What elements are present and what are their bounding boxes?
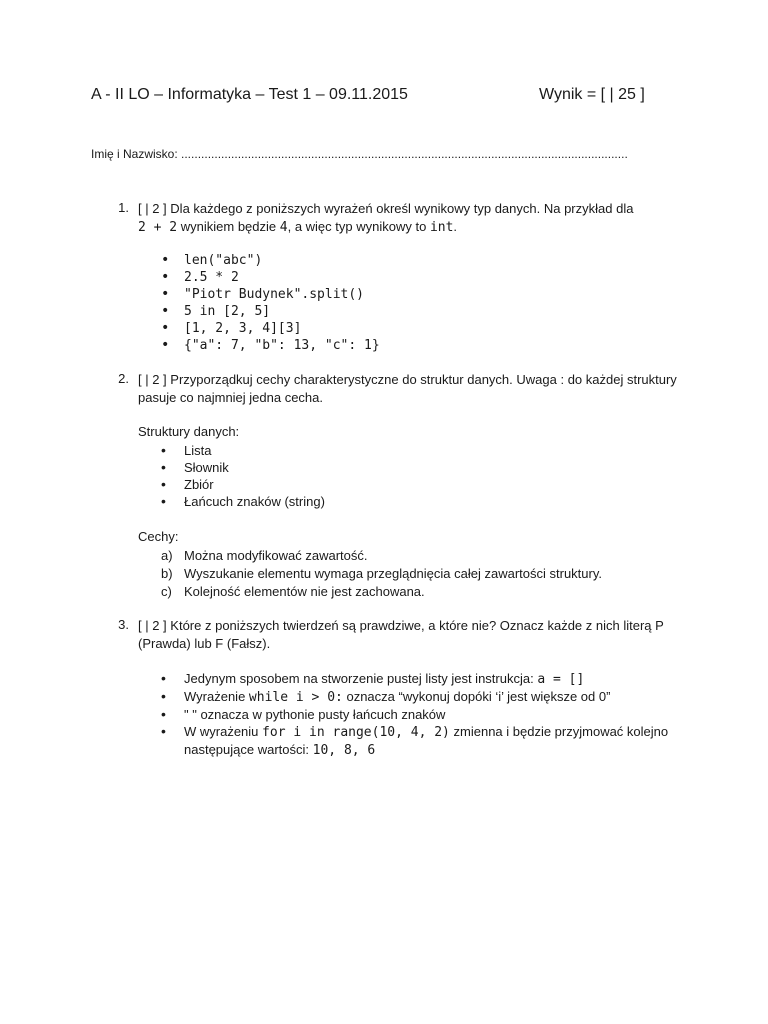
list-item: [161, 706, 668, 723]
item-text: Wyszukanie elementu wymaga przeglądnięcia całej zawartości struktury.: [184, 566, 602, 581]
student-name-field: Imię i Nazwisko: ......................................................................................................................................: [91, 147, 628, 161]
statement-text: W wyrażeniu: [184, 724, 259, 739]
item-text: Można modyfikować zawartość.: [184, 548, 368, 563]
score-box: Wynik = [ | 25 ]: [539, 86, 645, 103]
question-text-part: Przyporządkuj cechy charakterystyczne do struktur danych. Uwaga : do każdej struktury pasuje co najmniej jedna cecha.: [138, 372, 677, 405]
list-item: • {"a": 7, "b": 13, "c": 1}: [161, 337, 380, 354]
statement-text: Jedynym sposobem na stworzenie pustej listy jest instrukcja:: [184, 671, 534, 686]
question-points: [ | 2 ]: [138, 618, 167, 633]
example-expression: 2 + 2: [138, 220, 178, 235]
example-type: int: [429, 220, 454, 235]
statement-code: while i > 0:: [248, 690, 343, 705]
statement-code: for i in range(10, 4, 2): [262, 725, 450, 740]
list-item: [161, 583, 602, 601]
list-item: • Lista: [161, 442, 325, 459]
statement-code: 10, 8, 6: [312, 743, 376, 758]
question-text: [138, 617, 678, 653]
question-number: 1.: [118, 200, 129, 215]
item-label: b): [161, 566, 173, 581]
question-text: [138, 371, 678, 407]
item-label: c): [161, 584, 172, 599]
list-item: [161, 547, 602, 565]
question-text-part: wynikiem będzie: [180, 219, 277, 234]
statement-text: następujące wartości:: [184, 742, 310, 757]
question-text-part: Dla każdego z poniższych wyrażeń określ wynikowy typ danych. Na przykład dla: [170, 201, 634, 216]
list-item: • 2.5 * 2: [161, 269, 380, 286]
statement-text: Wyrażenie: [184, 689, 246, 704]
statement-text: zmienna i będzie przyjmować kolejno: [453, 724, 669, 739]
question-text-part: , a więc typ wynikowy to: [287, 219, 427, 234]
question-points: [ | 2 ]: [138, 372, 167, 387]
question-text-part: Które z poniższych twierdzeń są prawdziwe, a które nie? Oznacz każde z nich literą P (Prawda) lub F (Fałsz).: [138, 618, 664, 651]
item-label: a): [161, 548, 173, 563]
example-value: 4: [279, 220, 288, 235]
structures-list: [161, 442, 325, 510]
list-item: • 5 in [2, 5]: [161, 303, 380, 320]
list-item: • len("abc"): [161, 252, 380, 269]
question-text: [138, 200, 678, 237]
list-item: [161, 670, 668, 688]
question-text-part: .: [453, 219, 458, 234]
statement-text: " " oznacza w pythonie pusty łańcuch znaków: [184, 707, 446, 722]
question-2: [91, 371, 691, 601]
statements-list: [161, 670, 668, 759]
question-number: 2.: [118, 371, 129, 386]
list-item: • Łańcuch znaków (string): [161, 493, 325, 510]
item-text: Kolejność elementów nie jest zachowana.: [184, 584, 425, 599]
statement-code: a = []: [537, 672, 585, 687]
question-number: 3.: [118, 617, 129, 632]
list-item: • Zbiór: [161, 476, 325, 493]
list-item: • [1, 2, 3, 4][3]: [161, 320, 380, 337]
list-item: • "Piotr Budynek".split(): [161, 286, 380, 303]
expression-list: [161, 252, 380, 354]
traits-list: [161, 547, 602, 601]
traits-label: Cechy:: [138, 529, 179, 544]
list-item: [161, 565, 602, 583]
question-points: [ | 2 ]: [138, 201, 167, 216]
test-title: A - II LO – Informatyka – Test 1 – 09.11.2015: [91, 86, 408, 103]
structures-label: Struktury danych:: [138, 424, 240, 439]
list-item: [161, 688, 668, 706]
question-3: [91, 617, 691, 767]
question-1: [91, 200, 691, 360]
statement-text: oznacza “wykonuj dopóki ‘i’ jest większe od 0”: [346, 689, 611, 704]
list-item: [161, 723, 668, 759]
list-item: • Słownik: [161, 459, 325, 476]
